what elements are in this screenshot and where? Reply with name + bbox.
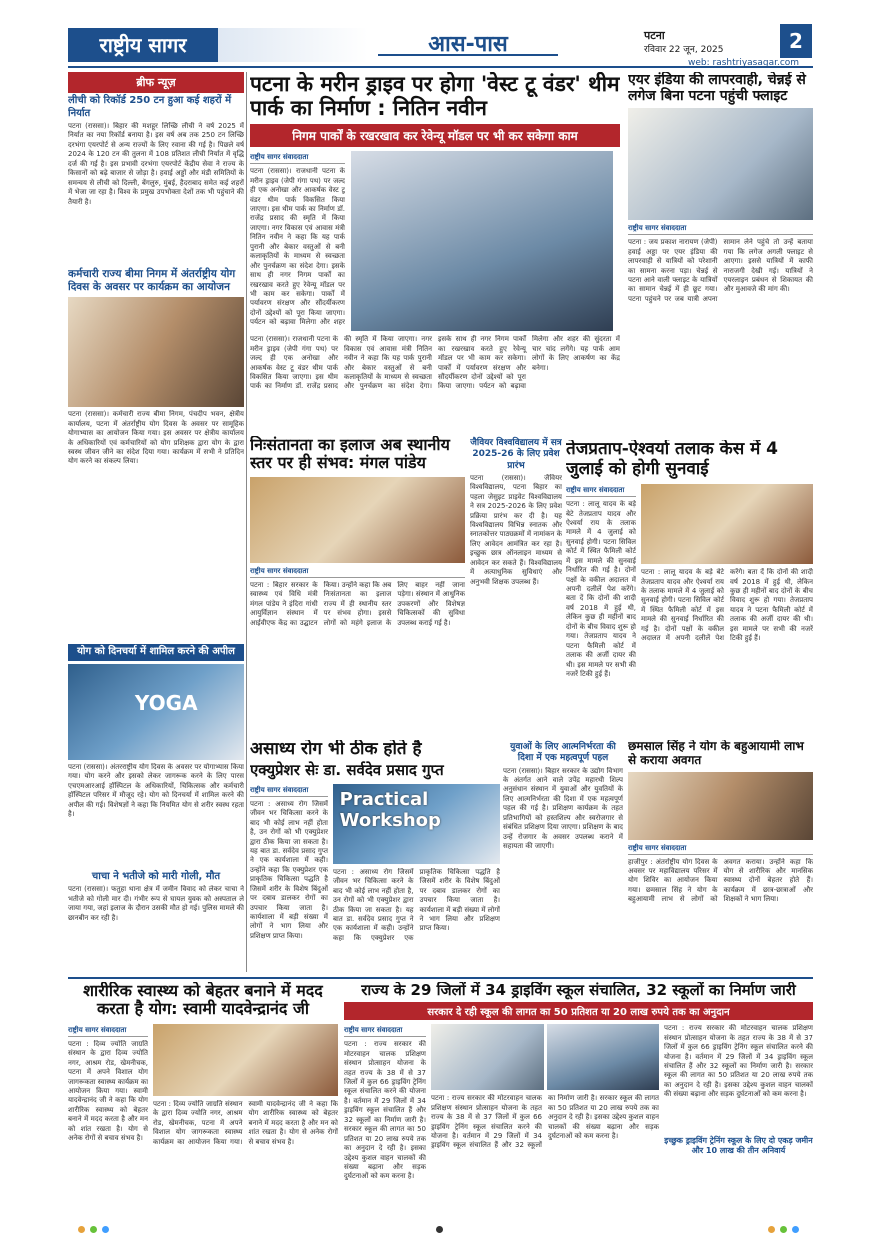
- footer-dot: [780, 1226, 787, 1233]
- page-footer: [68, 1226, 813, 1234]
- chhamsal-story: [628, 740, 813, 974]
- news-photo: [68, 297, 244, 407]
- article-body: पटना : असाध्य रोग जिसमें जीवन भर चिकित्सा करने के बाद भी कोई लाभ नहीं होता है, उन रोगों को भी एक्युप्रेशर द्वारा ठीक किया जा सकता है। यह बात डा. सर्वदेव प्रसाद गुप्त ने एक कार्यशाला में कही। उन्होंने कहा कि एक्युप्रेशर एक प्राकृतिक चिकित्सा पद्धति है जिसमें शरीर के विशेष बिंदुओं पर दबाव डालकर रोगों का उपचार किया जाता है। कार्यशाला में बड़ी संख्या में लोगों ने भाग लिया और प्रशिक्षण प्राप्त किया।: [250, 799, 328, 940]
- news-photo: [250, 477, 465, 563]
- footer-dot: [792, 1226, 799, 1233]
- article-headline[interactable]: निःसंतानता का इलाज अब स्थानीय स्तर पर ही संभव: मंगल पांडेय: [250, 436, 450, 473]
- article-body-continued: पटना : लालू यादव के बड़े बेटे तेजप्रताप यादव और ऐश्वर्या राय के तलाक मामले में 4 जुलाई को सुनवाई होगी। पटना सिविल कोर्ट में स्थित फैमिली कोर्ट में इस मामले की सुनवाई निर्धारित की गई है। दोनों पक्षों के वकील अदालत में अपनी दलीलें पेश करेंगे। बता दें कि दोनों की शादी वर्ष 2018 में हुई थी, लेकिन कुछ ही महीनों बाद दोनों के बीच विवाद शुरू हो गया। तेजप्रताप यादव ने पटना फैमिली कोर्ट में तलाक की अर्जी दायर की थी। इस मामले पर सभी की नजरें टिकी हुई हैं।: [641, 568, 813, 643]
- footer-dot: [436, 1226, 443, 1233]
- acupressure-story: [250, 740, 500, 974]
- news-photo: [628, 108, 813, 220]
- lead-headline[interactable]: पटना के मरीन ड्राइव पर होगा 'वेस्ट टू वंडर' थीम पार्क का निर्माण : नितिन नवीन: [250, 72, 620, 121]
- byline: राष्ट्रीय सागर संवाददाता: [628, 844, 813, 855]
- article-body-continued: पटना : राज्य सरकार की मोटरवाहन चालक प्रशिक्षण संस्थान प्रोत्साहन योजना के तहत राज्य के 38 में से 37 जिलों में कुल 66 ड्राइविंग ट्रेनिंग स्कूल संचालित करने की योजना है। वर्तमान में 29 जिलों में 34 ड्राइविंग स्कूल संचालित हैं और 32 स्कूलों का निर्माण जारी है। सरकार स्कूल की लागत का 50 प्रतिशत या 20 लाख रुपये तक का अनुदान दे रही है। इसका उद्देश्य कुशल वाहन चालकों की संख्या बढ़ाना और सड़क दुर्घटनाओं को कम करना है।: [664, 1024, 813, 1099]
- sidebar-title: इच्छुक ड्राइविंग ट्रेनिंग स्कूल के लिए दो एकड़ जमीन और 10 लाख की तीन अनिवार्य: [664, 1136, 813, 1156]
- article-body: पटना (राससा)। अंतरराष्ट्रीय योग दिवस के अवसर पर योगाभ्यास किया गया। योग करने और इसको लेकर जागरूक करने के लिए पारस एचएमआरआई हॉस्पिटल के अधिकारियों, चिकित्सक और कर्मचारी हॉस्पिटल परिसर में मौजूद रहे। योग को दिनचर्या में शामिल करने की अपील की गई। विशेषज्ञों ने कहा कि नियमित योग से शरीर स्वस्थ रहता है।: [68, 762, 244, 818]
- article-body: पटना : दिव्य ज्योति जाग्रति संस्थान के द्वारा दिव्य ज्योति नगर, आश्रम रोड, खेमनीचक, पटना में अपने विशाल योग जागरूकता स्वास्थ्य कार्यक्रम का आयोजन किया गया। स्वामी यादवेन्द्रानंद जी ने कहा कि योग शारीरिक स्वास्थ्य को बेहतर बनाने में मदद करता है और मन को शांत रखता है। योग से अनेक रोगों से बचाव संभव है।: [68, 1039, 148, 1143]
- footer-dot: [102, 1226, 109, 1233]
- lead-photo: [351, 151, 613, 331]
- article-headline[interactable]: राज्य के 29 जिलों में 34 ड्राइविंग स्कूल संचालित, 32 स्कूलों का निर्माण जारी: [361, 982, 796, 999]
- footer-dot: [78, 1226, 85, 1233]
- page-header: [68, 24, 813, 68]
- article-headline[interactable]: कर्मचारी राज्य बीमा निगम में अंतर्राष्ट्रीय योग दिवस के अवसर पर कार्यक्रम का आयोजन: [68, 268, 236, 294]
- footer-dot: [90, 1226, 97, 1233]
- byline: राष्ट्रीय सागर संवाददाता: [566, 486, 636, 497]
- article-headline[interactable]: असाध्य रोग भी ठीक होते है: [250, 740, 422, 759]
- page-number: 2: [780, 24, 812, 58]
- edition-city: पटना: [644, 29, 665, 42]
- article-body: पटना (राससा)। कर्मचारी राज्य बीमा निगम, पंचदीप भवन, क्षेत्रीय कार्यालय, पटना में अंतर्राष्ट्रीय योग दिवस के अवसर पर सामूहिक योगाभ्यास का आयोजन किया गया। इस अवसर पर क्षेत्रीय कार्यालय के अधिकारियों एवं कर्मचारियों को योग प्रशिक्षक द्वारा योग के द्वारा स्वस्थ जीवन जीने का संदेश दिया गया। कार्यक्रम में सभी ने प्रतिदिन योग करने का संकल्प लिया।: [68, 410, 244, 466]
- masthead-logo: राष्ट्रीय सागर: [68, 28, 218, 62]
- article-headline[interactable]: एक्युप्रेशर सेः डा. सर्वदेव प्रसाद गुप्त: [250, 760, 444, 779]
- byline: राष्ट्रीय सागर संवाददाता: [250, 786, 328, 797]
- youth-story: [503, 740, 623, 974]
- article-body: पटना (राससा)। जैवियर विश्वविद्यालय, पटना बिहार का पहला जेसुइट प्राइवेट विश्वविद्यालय ने सत्र 2025-2026 के लिए प्रवेश प्रक्रिया प्रारंभ कर दी है। यह विश्वविद्यालय विभिन्न स्नातक और स्नातकोत्तर पाठ्यक्रमों में नामांकन के लिए आवेदन आमंत्रित कर रहा है। इच्छुक छात्र ऑनलाइन माध्यम से आवेदन कर सकते हैं। विश्वविद्यालय में अत्याधुनिक सुविधाएं और अनुभवी शिक्षक उपलब्ध हैं।: [470, 473, 562, 586]
- news-photo: [628, 772, 813, 840]
- masthead-pattern: [218, 28, 368, 62]
- article-body-continued: पटना (राससा)। राजधानी पटना के मरीन ड्राइव (जेपी गंगा पथ) पर जल्द ही एक अनोखा और आकर्षक वेस्ट टू वंडर थीम पार्क विकसित किया जाएगा। इस थीम पार्क का निर्माण डॉ. राजेंद्र प्रसाद की स्मृति में किया जाएगा। नगर विकास एवं आवास मंत्री नितिन नवीन ने कहा कि यह पार्क पुरानी और बेकार वस्तुओं से बनी कलाकृतियों के माध्यम से स्वच्छता और पुनर्चक्रण का संदेश देगा। इसके साथ ही नगर निगम पार्कों का रखरखाव करते हुए रेवेन्यू मॉडल पर भी काम कर सकेगा। पार्कों में पर्यावरण संरक्षण और सौंदर्यीकरण दोनों उद्देश्यों को पूरा किया जाएगा। पर्यटन को बढ़ावा मिलेगा और शहर की सुंदरता में चार चांद लगेंगे। यह पार्क आम लोगों के लिए आकर्षण का केंद्र बनेगा।: [250, 335, 620, 391]
- article-body: पटना : बिहार सरकार के स्वास्थ्य एवं विधि मंत्री मंगल पांडेय ने इंदिरा गांधी आयुर्विज्ञान संस्थान में आईवीएफ केंद्र का उद्घाटन किया। उन्होंने कहा कि अब निःसंतानता का इलाज राज्य में ही स्थानीय स्तर पर संभव होगा। इससे लोगों को महंगे इलाज के लिए बाहर नहीं जाना पड़ेगा। संस्थान में आधुनिक उपकरणों और विशेषज्ञ चिकित्सकों की सुविधा उपलब्ध कराई गई है।: [250, 580, 465, 627]
- lead-deck: निगम पार्कों के रखरखाव कर रेवेन्यू मॉडल पर भी कर सकेगा काम: [250, 124, 620, 147]
- article-headline[interactable]: छमसाल सिंह ने योग के बहुआयामी लाभ से कराया अवगत: [628, 740, 804, 767]
- photo-sign-text: Practical Workshop: [339, 788, 441, 831]
- article-body: पटना : लालू यादव के बड़े बेटे तेजप्रताप यादव और ऐश्वर्या राय के तलाक मामले में 4 जुलाई को सुनवाई होगी। पटना सिविल कोर्ट में स्थित फैमिली कोर्ट में इस मामले की सुनवाई निर्धारित की गई है। दोनों पक्षों के वकील अदालत में अपनी दलीलें पेश करेंगे। बता दें कि दोनों की शादी वर्ष 2018 में हुई थी, लेकिन कुछ ही महीनों बाद दोनों के बीच विवाद शुरू हो गया। तेजप्रताप यादव ने पटना फैमिली कोर्ट में तलाक की अर्जी दायर की थी। इस मामले पर सभी की नजरें टिकी हुई हैं।: [566, 500, 636, 678]
- edition-date: रविवार 22 जून, 2025: [644, 45, 724, 55]
- news-photo: [641, 484, 813, 564]
- brief-news-tag: ब्रीफ न्यूज़: [68, 72, 244, 93]
- website-url[interactable]: web: rashtriyasagar.com: [688, 58, 800, 68]
- section-title: आस-पास: [378, 28, 558, 56]
- news-photo: [431, 1024, 544, 1090]
- article-body-continued: पटना : दिव्य ज्योति जाग्रति संस्थान के द्वारा दिव्य ज्योति नगर, आश्रम रोड, खेमनीचक, पटना में अपने विशाल योग जागरूकता स्वास्थ्य कार्यक्रम का आयोजन किया गया। स्वामी यादवेन्द्रानंद जी ने कहा कि योग शारीरिक स्वास्थ्य को बेहतर बनाने में मदद करता है और मन को शांत रखता है। योग से अनेक रोगों से बचाव संभव है।: [153, 1099, 338, 1146]
- article-body: पटना : जय प्रकाश नारायण (जेपी) हवाई अड्डा पर एयर इंडिया की लापरवाही से यात्रियों को परेशानी का सामना करना पड़ा। चेन्नई से पटना आने वाली फ्लाइट के यात्रियों का सामान चेन्नई में ही छूट गया। पटना पहुंचने पर जब यात्री अपना सामान लेने पहुंचे तो उन्हें बताया गया कि लगेज अगली फ्लाइट से आएगा। इससे यात्रियों में काफी नाराजगी देखी गई। यात्रियों ने एयरलाइन प्रबंधन से शिकायत की और मुआवजे की मांग की।: [628, 238, 813, 303]
- news-photo: [547, 1024, 660, 1090]
- article-headline[interactable]: युवाओं के लिए आत्मनिर्भरता की दिशा में एक महत्वपूर्ण पहल: [510, 742, 616, 764]
- article-body: पटना : राज्य सरकार की मोटरवाहन चालक प्रशिक्षण संस्थान प्रोत्साहन योजना के तहत राज्य के 38 में से 37 जिलों में कुल 66 ड्राइविंग ट्रेनिंग स्कूल संचालित करने की योजना है। वर्तमान में 29 जिलों में 34 ड्राइविंग स्कूल संचालित हैं और 32 स्कूलों का निर्माण जारी है। सरकार स्कूल की लागत का 50 प्रतिशत या 20 लाख रुपये तक का अनुदान दे रही है। इसका उद्देश्य कुशल वाहन चालकों की संख्या बढ़ाना और सड़क दुर्घटनाओं को कम करना है।: [344, 1040, 426, 1181]
- section-divider: [68, 977, 813, 979]
- byline: राष्ट्रीय सागर संवाददाता: [344, 1026, 426, 1037]
- article-body-continued: पटना : राज्य सरकार की मोटरवाहन चालक प्रशिक्षण संस्थान प्रोत्साहन योजना के तहत राज्य के 38 में से 37 जिलों में कुल 66 ड्राइविंग ट्रेनिंग स्कूल संचालित करने की योजना है। वर्तमान में 29 जिलों में 34 ड्राइविंग स्कूल संचालित हैं और 32 स्कूलों का निर्माण जारी है। सरकार स्कूल की लागत का 50 प्रतिशत या 20 लाख रुपये तक का अनुदान दे रही है। इसका उद्देश्य कुशल वाहन चालकों की संख्या बढ़ाना और सड़क दुर्घटनाओं को कम करना है।: [431, 1094, 659, 1150]
- tejpratap-story: [566, 440, 813, 730]
- article-body: हाजीपुर : अंतर्राष्ट्रीय योग दिवस के अवसर पर महाविद्यालय परिसर में योग शिविर का आयोजन किया गया। छमसाल सिंह ने योग के बहुआयामी लाभ से लोगों को अवगत कराया। उन्होंने कहा कि योग से शारीरिक और मानसिक स्वास्थ्य दोनों बेहतर होते हैं। कार्यक्रम में छात्र-छात्राओं और शिक्षकों ने भाग लिया।: [628, 857, 813, 904]
- photo-sign-text: YOGA: [134, 690, 198, 715]
- article-body: पटना (राससा)। बिहार की मशहूर लिच्छि लीची ने वर्ष 2025 में निर्यात का नया रिकॉर्ड बनाया है। इस वर्ष अब तक 250 टन लिच्छि दरभंगा एयरपोर्ट से अन्य राज्यों के लिए रवाना की गई है। पिछले वर्ष 2024 के 120 टन की तुलना में 108 प्रतिशत लीची निर्यात में वृद्धि दर्ज की गई है। इस प्रभावी दरभंगा एयरपोर्ट केंद्रीय सेवा ने राज्य के किसानों को बढ़े बाजार से जोड़ा है। हवाई अड्डों और मंडी समितियों के समन्वय से लीची को दिल्ली, बेंगलुरु, मुंबई, हैदराबाद समेत कई शहरों में भेजा जा रहा है। विश्व के प्रमुख उपभोक्ता देशों तक भी पहुंचाने की तैयारी है।: [68, 122, 244, 206]
- article-body: पटना (राससा)। बिहार सरकार के उद्योग विभाग के अंतर्गत आने वाले उपेंद्र महारथी शिल्प अनुसंधान संस्थान में युवाओं और युवतियों के लिए आत्मनिर्भरता की दिशा में एक महत्वपूर्ण पहल की गई है। प्रशिक्षण कार्यक्रम के तहत प्रतिभागियों को हस्तशिल्प और स्वरोजगार से संबंधित प्रशिक्षण दिया जाएगा। प्रशिक्षण के बाद उन्हें रोजगार के अवसर उपलब्ध कराने में सहायता की जाएगी।: [503, 766, 623, 850]
- article-headline[interactable]: एयर इंडिया की लापरवाही, चेन्नई से लगेज बिना पटना पहुंची फ्लाइट: [628, 72, 806, 105]
- yoga-swami-story: [68, 982, 338, 1222]
- airindia-story: [628, 72, 813, 432]
- article-headline[interactable]: योग को दिनचर्या में शामिल करने की अपील: [68, 644, 244, 661]
- article-deck: सरकार दे रही स्कूल की लागत का 50 प्रतिशत या 20 लाख रुपये तक का अनुदान: [344, 1002, 813, 1020]
- university-story: [470, 436, 562, 736]
- article-headline[interactable]: शारीरिक स्वास्थ्य को बेहतर बनाने में मदद करता है योग: स्वामी यादवेन्द्रानंद जी: [83, 982, 323, 1019]
- news-photo: [68, 664, 244, 760]
- article-headline[interactable]: जैवियर विश्वविद्यालय में सत्र 2025-26 के लिए प्रवेश प्रारंभ: [470, 438, 562, 471]
- byline: राष्ट्रीय सागर संवाददाता: [250, 567, 465, 578]
- article-headline[interactable]: चाचा ने भतीजे को मारी गोली, मौत: [91, 870, 221, 882]
- footer-dot: [768, 1226, 775, 1233]
- article-body-continued: पटना : असाध्य रोग जिसमें जीवन भर चिकित्सा करने के बाद भी कोई लाभ नहीं होता है, उन रोगों को भी एक्युप्रेशर द्वारा ठीक किया जा सकता है। यह बात डा. सर्वदेव प्रसाद गुप्त ने एक कार्यशाला में कही। उन्होंने कहा कि एक्युप्रेशर एक प्राकृतिक चिकित्सा पद्धति है जिसमें शरीर के विशेष बिंदुओं पर दबाव डालकर रोगों का उपचार किया जाता है। कार्यशाला में बड़ी संख्या में लोगों ने भाग लिया और प्रशिक्षण प्राप्त किया।: [333, 867, 500, 942]
- byline: राष्ट्रीय सागर संवाददाता: [628, 224, 813, 235]
- byline: राष्ट्रीय सागर संवाददाता: [250, 153, 345, 164]
- column-divider: [246, 72, 247, 972]
- article-headline[interactable]: तेजप्रताप-ऐश्वर्या तलाक केस में 4 जुलाई को होगी सुनवाई: [566, 440, 779, 479]
- article-headline[interactable]: लीची को रिकॉर्ड 250 टन हुआ कई शहरों में निर्यात: [68, 95, 232, 119]
- article-body: पटना (राससा)। राजधानी पटना के मरीन ड्राइव (जेपी गंगा पथ) पर जल्द ही एक अनोखा और आकर्षक वेस्ट टू वंडर थीम पार्क विकसित किया जाएगा। इस थीम पार्क का निर्माण डॉ. राजेंद्र प्रसाद की स्मृति में किया जाएगा। नगर विकास एवं आवास मंत्री नितिन नवीन ने कहा कि यह पार्क पुरानी और बेकार वस्तुओं से बनी कलाकृतियों के माध्यम से स्वच्छता और पुनर्चक्रण का संदेश देगा। इसके साथ ही नगर निगम पार्कों का रखरखाव करते हुए रेवेन्यू मॉडल पर भी काम कर सकेगा। पार्कों में पर्यावरण संरक्षण और सौंदर्यीकरण दोनों उद्देश्यों को पूरा किया जाएगा। पर्यटन को बढ़ावा मिलेगा और शहर: [250, 167, 345, 327]
- driving-school-story: [344, 982, 813, 1222]
- byline: राष्ट्रीय सागर संवाददाता: [68, 1026, 148, 1037]
- article-body: पटना (राससा)। फतुहा थाना क्षेत्र में जमीन विवाद को लेकर चाचा ने भतीजे को गोली मार दी। गंभीर रूप से घायल युवक को अस्पताल ले जाया गया, जहां इलाज के दौरान उसकी मौत हो गई। पुलिस मामले की छानबीन कर रही है।: [68, 885, 244, 922]
- news-photo: [153, 1024, 338, 1096]
- ivf-story: [250, 436, 465, 736]
- news-photo: [333, 784, 500, 864]
- lead-story: [250, 72, 620, 432]
- brief-news-column: [68, 72, 244, 974]
